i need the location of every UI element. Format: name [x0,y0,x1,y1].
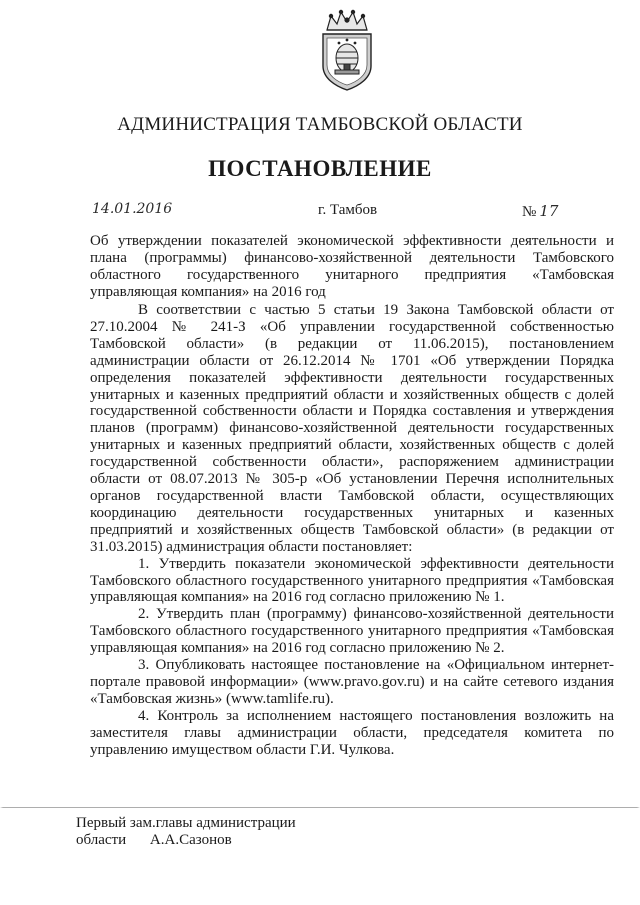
document-number [522,202,558,221]
clause-paragraph: 2. Утвердить план (программу) финансово-хозяйственной деятельности Тамбовского областного государственного унитарного предприятия «Тамбовская управляющая компания» на 2016 год согласно приложению № 2. [90,606,614,657]
signatory-position-cont: области [76,832,127,848]
signatory-position: Первый зам.главы администрации [76,815,296,831]
document-title: Об утверждении показателей экономической эффективности деятельности и плана (программы) финансово-хозяйственной деятельности Тамбовского областного государственного унитарного предприятия «Тамбовская управляющая компания» на 2016 год [90,233,614,300]
number-value: 17 [539,202,559,220]
signature-row [76,832,296,849]
document-type-heading: ПОСТАНОВЛЕНИЕ [208,156,432,181]
clause-paragraph: 1. Утвердить показатели экономической эффективности деятельности Тамбовского областного государственного унитарного предприятия «Тамбовская управляющая компания» на 2016 год согласно приложению № 1. [90,555,614,606]
signatory-name: А.А.Сазонов [149,832,232,848]
scan-divider-line [0,807,640,808]
signature-block [76,815,296,849]
preamble-paragraph: В соответствии с частью 5 статьи 19 Закона Тамбовской области от 27.10.2004 № 241-З «Об управлении государственной собственностью Тамбовской области» (в редакции от 11.06.2015), постановлением администрации области от 26.12.2014 № 1701 «Об утверждении Порядка определения показателей эффективности деятельности государственных унитарных и казенных предприятий области и хозяйственных обществ с долей государственной собственности области и Порядка составления и утверждения планов (программ) финансово-хозяйственной деятельности государственных унитарных и казенных предприятий области, хозяйственных обществ с долей государственной собственности области», распоряжением администрации области от 08.07.2013 № 305-р «Об установлении Перечня исполнительных органов государственной власти Тамбовской области, осуществляющих координацию деятельности государственных унитарных и казенных предприятий и хозяйственных обществ Тамбовской области» (в редакции от 31.03.2015) администрация области постановляет: [90,302,614,555]
document-city: г. Тамбов [318,202,378,218]
document-body [90,302,614,758]
tambov-coat-of-arms-icon [317,8,377,92]
document-date: 14.01.2016 [92,201,173,217]
organization-name: АДМИНИСТРАЦИЯ ТАМБОВСКОЙ ОБЛАСТИ [117,114,523,135]
clause-paragraph: 4. Контроль за исполнением настоящего постановления возложить на заместителя главы администрации области, председателя комитета по управлению имуществом области Г.И. Чулкова. [90,707,614,758]
number-label: № [522,204,537,220]
clause-paragraph: 3. Опубликовать настоящее постановление на «Официальном интернет-портале правовой информации» (www.pravo.gov.ru) и на сайте сетевого издания «Тамбовская жизнь» (www.tamlife.ru). [90,657,614,707]
